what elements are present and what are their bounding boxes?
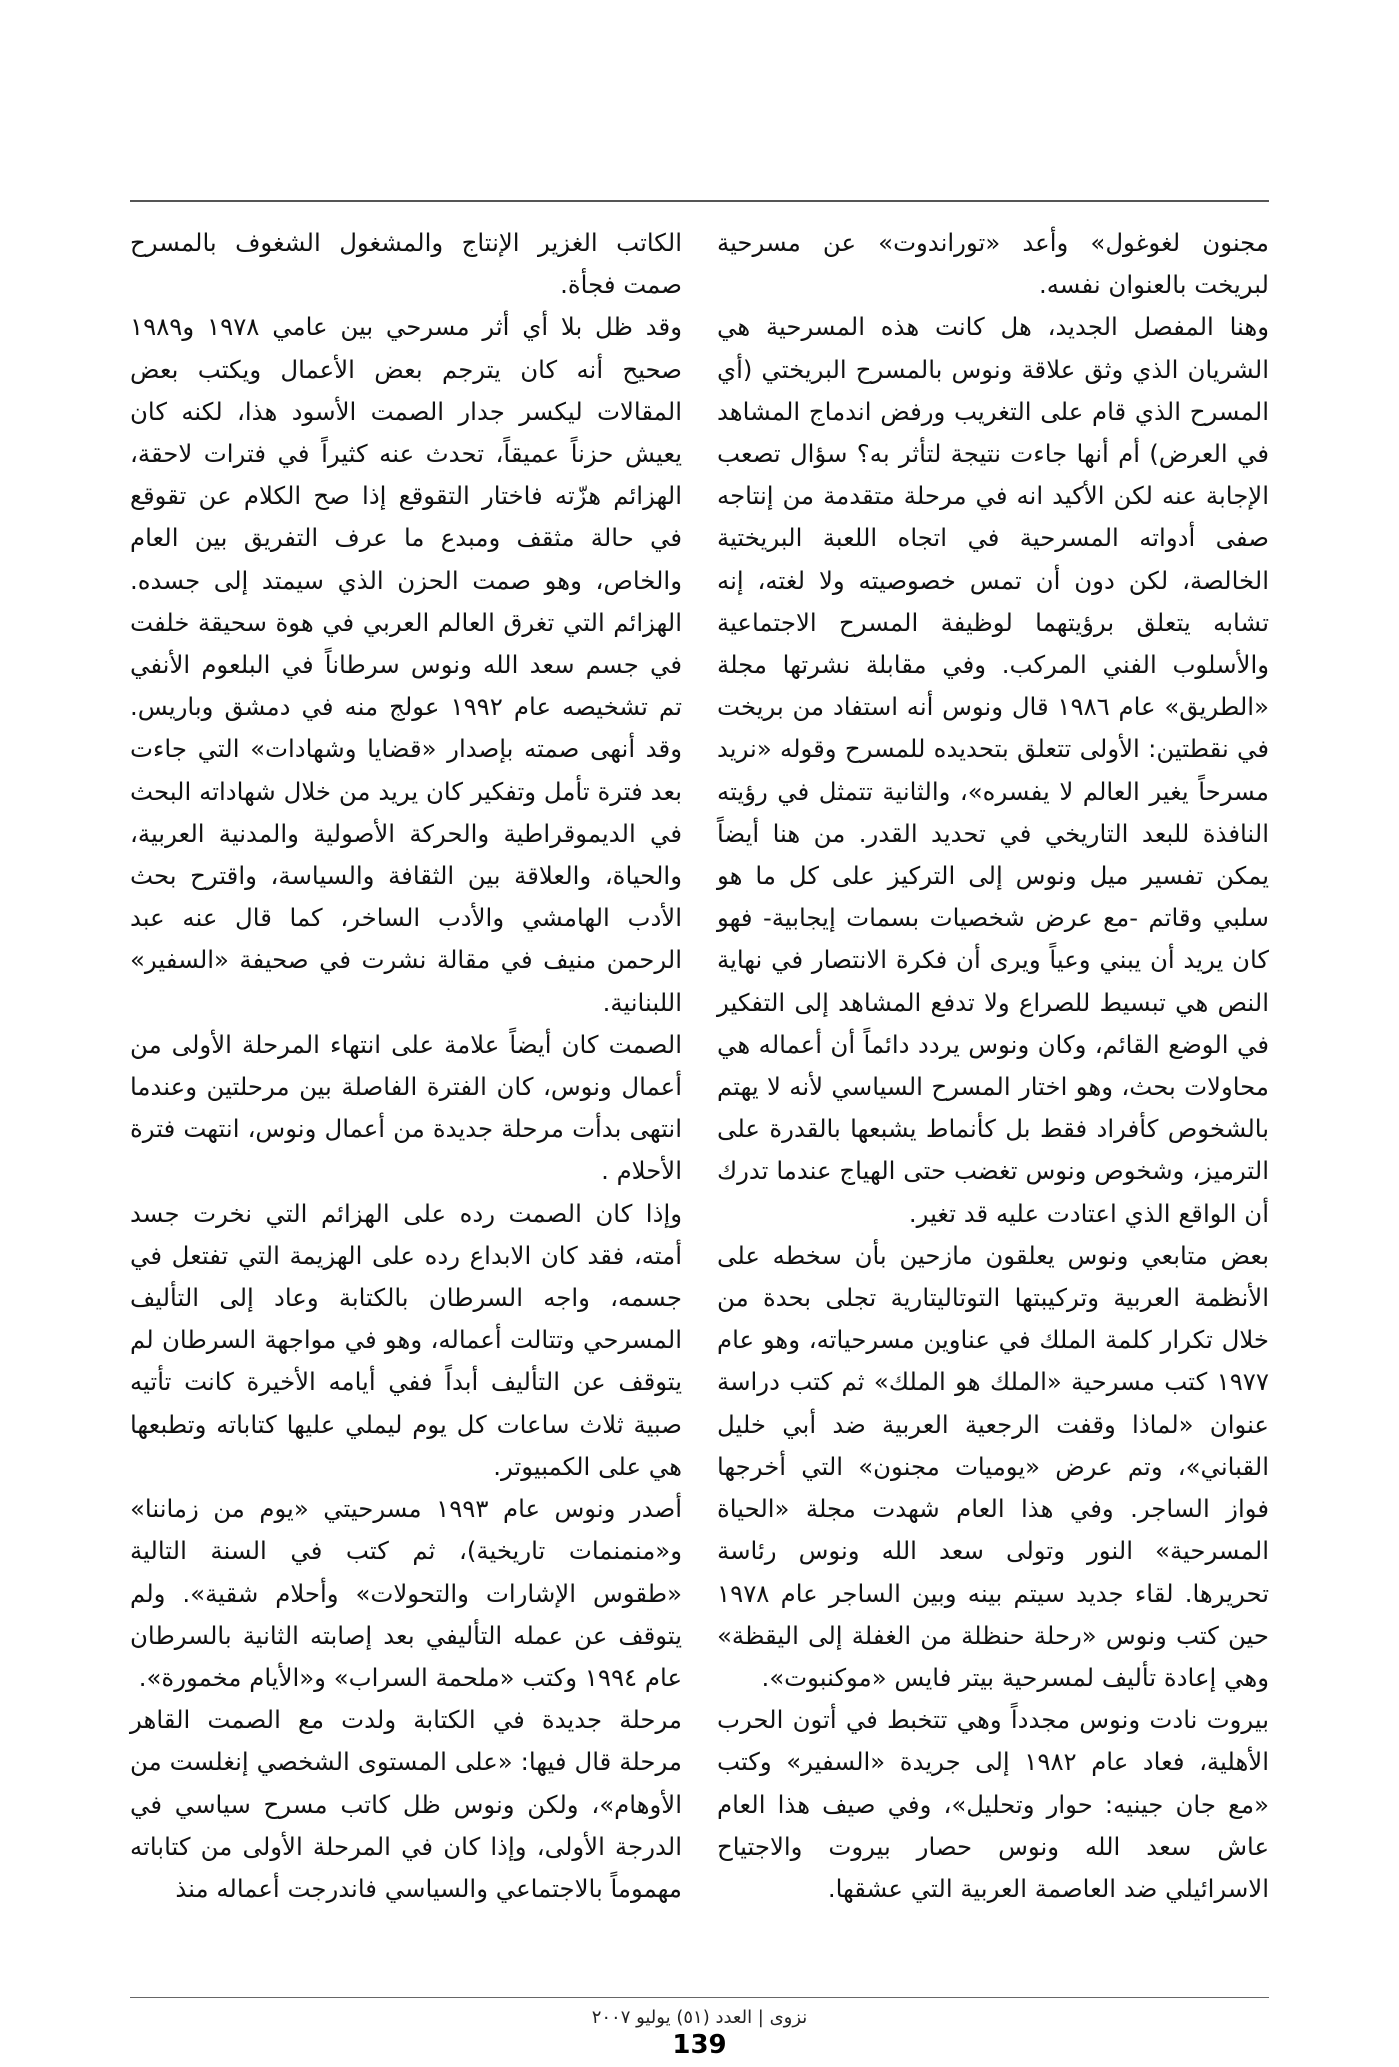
paragraph: وإذا كان الصمت رده على الهزائم التي نخرت جسد أمته، فقد كان الابداع رده على الهزيمة التي تفتعل في جسمه، واجه السرطان بالكتابة وعاد إلى التأليف المسرحي وتتالت أعماله، وهو في مواجهة السرطان لم يتوقف عن التأليف أبداً ففي أيامه الأخيرة كانت تأتيه صبية ثلاث ساعات كل يوم ليملي عليها كتاباته وتطبعها هي على الكمبيوتر. — [130, 1198, 682, 1481]
article-column-right — [717, 222, 1269, 1910]
footer-divider — [130, 1997, 1269, 1998]
paragraph: بيروت نادت ونوس مجدداً وهي تتخبط في أتون الحرب الأهلية، فعاد عام ١٩٨٢ إلى جريدة «السفير» وكتب «مع جان جينيه: حوار وتحليل»، وفي صيف هذا العام عاش سعد الله ونوس حصار بيروت والاجتياح الاسرائيلي ضد العاصمة العربية التي عشقها. — [717, 1705, 1269, 1903]
paragraph: مرحلة جديدة في الكتابة ولدت مع الصمت القاهر مرحلة قال فيها: «على المستوى الشخصي إنغلست من الأوهام»، ولكن ونوس ظل كاتب مسرح سياسي في الدرجة الأولى، وإذا كان في المرحلة الأولى من كتاباته مهموماً بالاجتماعي والسياسي فاندرجت أعماله منذ — [130, 1705, 682, 1903]
journal-credit: نزوى | العدد (٥١) يوليو ٢٠٠٧ — [591, 2007, 808, 2028]
paragraph: أصدر ونوس عام ١٩٩٣ مسرحيتي «يوم من زماننا» و«منمنمات تاريخية)، ثم كتب في السنة التالية «طقوس الإشارات والتحولات» وأحلام شقية». ولم يتوقف عن عمله التأليفي بعد إصابته الثانية بالسرطان عام ١٩٩٤ وكتب «ملحمة السراب» و«الأيام مخمورة». — [130, 1494, 682, 1692]
article-column-left — [130, 222, 682, 1910]
paragraph: وهنا المفصل الجديد، هل كانت هذه المسرحية هي الشريان الذي وثق علاقة ونوس بالمسرح البريختي (أي المسرح الذي قام على التغريب ورفض اندماج المشاهد في العرض) أم أنها جاءت نتيجة لتأثر به؟ سؤال تصعب الإجابة عنه لكن الأكيد انه في مرحلة متقدمة من إنتاجه صفى أدواته المسرحية في اتجاه اللعبة البريختية الخالصة، لكن دون أن تمس خصوصيته ولا لغته، إنه تشابه يتعلق برؤيتهما لوظيفة المسرح الاجتماعية والأسلوب الفني المركب. وفي مقابلة نشرتها مجلة «الطريق» عام ١٩٨٦ قال ونوس أنه استفاد من بريخت في نقطتين: الأولى تتعلق بتحديده للمسرح وقوله «نريد مسرحاً يغير العالم لا يفسره»، والثانية تتمثل في رؤيته النافذة للبعد التاريخي في تحديد القدر. من هنا أيضاً يمكن تفسير ميل ونوس إلى التركيز على كل ما هو سلبي وقاتم -مع عرض شخصيات بسمات إيجابية- فهو كان يريد أن يبني وعياً ويرى أن فكرة الانتصار في نهاية النص هي تبسيط للصراع ولا تدفع المشاهد إلى التفكير في الوضع القائم، وكان ونوس يردد دائماً أن أعماله هي محاولات بحث، وهو اختار المسرح السياسي لأنه لا يهتم بالشخوص كأفراد فقط بل كأنماط يشبعها بالقدرة على الترميز، وشخوص ونوس تغضب حتى الهياج عندما تدرك أن الواقع الذي اعتادت عليه قد تغير. — [717, 312, 1269, 1228]
paragraph: الكاتب الغزير الإنتاج والمشغول الشغوف بالمسرح صمت فجأة. — [130, 228, 682, 300]
paragraph: بعض متابعي ونوس يعلقون مازحين بأن سخطه على الأنظمة العربية وتركيبتها التوتاليتارية تجلى بحدة من خلال تكرار كلمة الملك في عناوين مسرحياته، وهو عام ١٩٧٧ كتب مسرحية «الملك هو الملك» ثم كتب دراسة عنوان «لماذا وقفت الرجعية العربية ضد أبي خليل القباني»، وتم عرض «يوميات مجنون» التي أخرجها فواز الساجر. وفي هذا العام شهدت مجلة «الحياة المسرحية» النور وتولى سعد الله ونوس رئاسة تحريرها. لقاء جديد سيتم بينه وبين الساجر عام ١٩٧٨ حين كتب ونوس «رحلة حنظلة من الغفلة إلى اليقظة» وهي إعادة تأليف لمسرحية بيتر فايس «موكنبوت». — [717, 1240, 1269, 1692]
paragraph: الصمت كان أيضاً علامة على انتهاء المرحلة الأولى من أعمال ونوس، كان الفترة الفاصلة بين مرحلتين وعندما انتهى بدأت مرحلة جديدة من أعمال ونوس، انتهت فترة الأحلام . — [130, 1029, 682, 1186]
top-divider — [130, 200, 1269, 202]
paragraph: وقد ظل بلا أي أثر مسرحي بين عامي ١٩٧٨ و١٩٨٩ صحيح أنه كان يترجم بعض الأعمال ويكتب بعض المقالات ليكسر جدار الصمت الأسود هذا، لكنه كان يعيش حزناً عميقاً، تحدث عنه كثيراً في فترات لاحقة، الهزائم هزّته فاختار التقوقع إذا صح الكلام عن تقوقع في حالة مثقف ومبدع ما عرف التفريق بين العام والخاص، وهو صمت الحزن الذي سيمتد إلى جسده. الهزائم التي تغرق العالم العربي في هوة سحيقة خلفت في جسم سعد الله ونوس سرطاناً في البلعوم الأنفي تم تشخيصه عام ١٩٩٢ عولج منه في دمشق وباريس. وقد أنهى صمته بإصدار «قضايا وشهادات» التي جاءت بعد فترة تأمل وتفكير كان يريد من خلال شهاداته البحث في الديموقراطية والحركة الأصولية والمدنية العربية، والحياة، والعلاقة بين الثقافة والسياسة، واقترح بحث الأدب الهامشي والأدب الساخر، كما قال عنه عبد الرحمن منيف في مقالة نشرت في صحيفة «السفير» اللبنانية. — [130, 312, 683, 1017]
paragraph: مجنون لغوغول» وأعد «توراندوت» عن مسرحية لبريخت بالعنوان نفسه. — [717, 228, 1269, 300]
page-number: 139 — [672, 2030, 727, 2060]
